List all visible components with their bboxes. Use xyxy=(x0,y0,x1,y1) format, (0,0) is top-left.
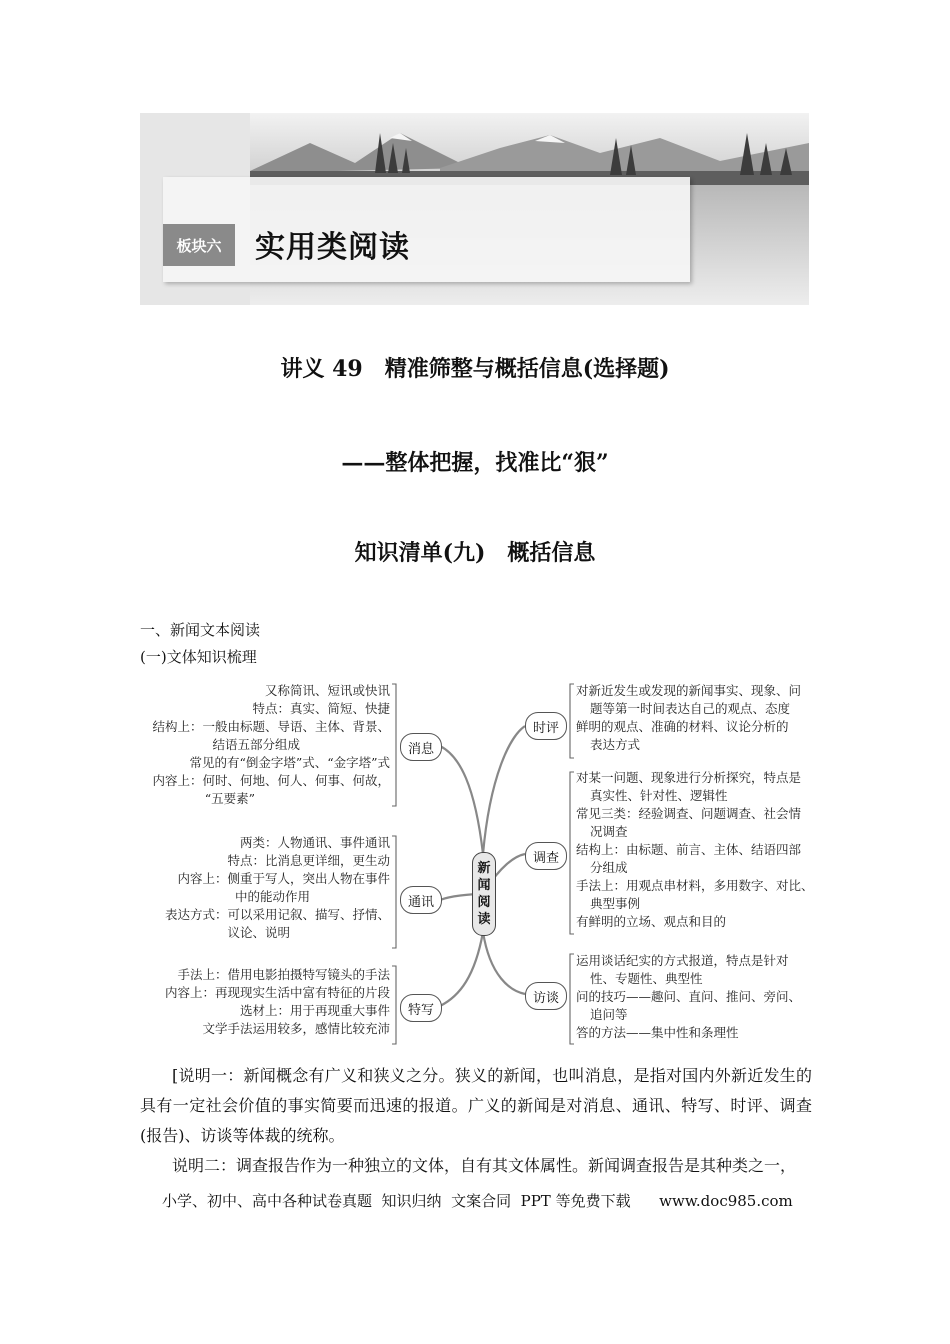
tongxun-line: 议论、说明 xyxy=(227,925,290,940)
texie-line: 文学手法运用较多，感情比较充沛 xyxy=(202,1021,390,1036)
texie-line: 选材上：用于再现重大事件 xyxy=(239,1003,390,1018)
fangtan-details xyxy=(576,952,801,1042)
diaocha-line: 况调查 xyxy=(590,824,628,839)
diaocha-line: 结构上：由标题、前言、主体、结语四部 xyxy=(576,842,802,857)
diaocha-line: 真实性、针对性、逻辑性 xyxy=(590,788,728,803)
fangtan-line: 追问等 xyxy=(590,1007,628,1022)
fangtan-line: 性、专题性、典型性 xyxy=(590,971,703,986)
shiping-details xyxy=(576,682,801,754)
tongxun-details xyxy=(140,834,390,942)
tongxun-line: 两类：人物通讯、事件通讯 xyxy=(239,835,390,850)
part-heading: 一、新闻文本阅读 xyxy=(140,621,261,639)
texie-line: 内容上：再现现实生活中富有特征的片段 xyxy=(164,985,390,1000)
xiaoxi-line: 结语五部分组成 xyxy=(212,737,300,752)
tongxun-line: 表达方式：可以采用记叙、描写、抒情、 xyxy=(164,907,390,922)
diaocha-line: 对某一问题、现象进行分析探究，特点是 xyxy=(576,770,802,785)
lecture-title: 讲义 49 精准筛整与概括信息(选择题) xyxy=(280,356,670,382)
xiaoxi-line: 内容上：何时、何地、何人、何事、何故， xyxy=(152,773,390,788)
xiaoxi-details xyxy=(140,682,390,808)
texie-line: 手法上：借用电影拍摄特写镜头的手法 xyxy=(177,967,390,982)
xiaoxi-line: “五要素” xyxy=(204,791,255,806)
diaocha-line: 手法上：用观点串材料，多用数字、对比、 xyxy=(576,878,814,893)
tongxun-line: 内容上：侧重于写人，突出人物在事件 xyxy=(177,871,390,886)
fangtan-line: 运用谈话纪实的方式报道，特点是针对 xyxy=(576,953,789,968)
tongxun-line: 特点：比消息更详细，更生动 xyxy=(227,853,390,868)
note-paragraph-1: [说明一：新闻概念有广义和狭义之分。狭义的新闻，也叫消息，是指对国内外新近发生的具有一定社会价值的事实简要而迅速的报道。广义的新闻是对消息、通讯、特写、时评、调查(报告)、访谈等体裁的统称。 xyxy=(140,1066,812,1145)
tongxun-line: 中的能动作用 xyxy=(234,889,310,904)
diaocha-line: 分组成 xyxy=(590,860,628,875)
xiaoxi-line: 特点：真实、简短、快捷 xyxy=(252,701,390,716)
diaocha-line: 常见三类：经验调查、问题调查、社会情 xyxy=(576,806,802,821)
node-diaocha: 调查 xyxy=(525,842,567,870)
shiping-line: 题等第一时间表达自己的观点、态度 xyxy=(590,701,791,716)
xiaoxi-line: 常见的有“倒金字塔”式、“金字塔”式 xyxy=(189,755,390,770)
subpart-heading: (一)文体知识梳理 xyxy=(140,648,257,666)
node-texie: 特写 xyxy=(400,994,442,1022)
diaocha-details xyxy=(576,769,814,931)
node-center: 新 闻 阅 读 xyxy=(472,852,496,936)
fangtan-line: 问的技巧——趣问、直问、推问、旁问、 xyxy=(576,989,802,1004)
news-reading-mindmap xyxy=(140,676,814,1050)
diaocha-line: 典型事例 xyxy=(590,896,641,911)
banner-title-plate xyxy=(163,177,690,282)
node-shiping: 时评 xyxy=(525,712,567,740)
texie-details xyxy=(140,966,390,1038)
fangtan-line: 答的方法——集中性和条理性 xyxy=(576,1025,739,1040)
xiaoxi-line: 结构上：一般由标题、导语、主体、背景、 xyxy=(152,719,390,734)
xiaoxi-line: 又称简讯、短讯或快讯 xyxy=(264,683,390,698)
knowledge-list-title: 知识清单(九) 概括信息 xyxy=(354,540,596,566)
page-footer: 小学、初中、高中各种试卷真题 知识归纳 文案合同 PPT 等免费下载 www.doc985.com xyxy=(162,1192,793,1210)
node-tongxun: 通讯 xyxy=(400,886,442,914)
node-xiaoxi: 消息 xyxy=(400,733,442,761)
section-badge: 板块六 xyxy=(163,224,235,266)
node-fangtan: 访谈 xyxy=(525,982,567,1010)
note-paragraph-2: 说明二：调查报告作为一种独立的文体，自有其文体属性。新闻调查报告是其种类之一， xyxy=(172,1156,797,1175)
section-title: 实用类阅读 xyxy=(255,230,410,265)
lecture-subtitle: ——整体把握，找准比“狠” xyxy=(341,450,609,476)
shiping-line: 表达方式 xyxy=(590,737,641,752)
shiping-line: 鲜明的观点、准确的材料、议论分析的 xyxy=(576,719,789,734)
shiping-line: 对新近发生或发现的新闻事实、现象、问 xyxy=(576,683,802,698)
diaocha-line: 有鲜明的立场、观点和目的 xyxy=(576,914,727,929)
